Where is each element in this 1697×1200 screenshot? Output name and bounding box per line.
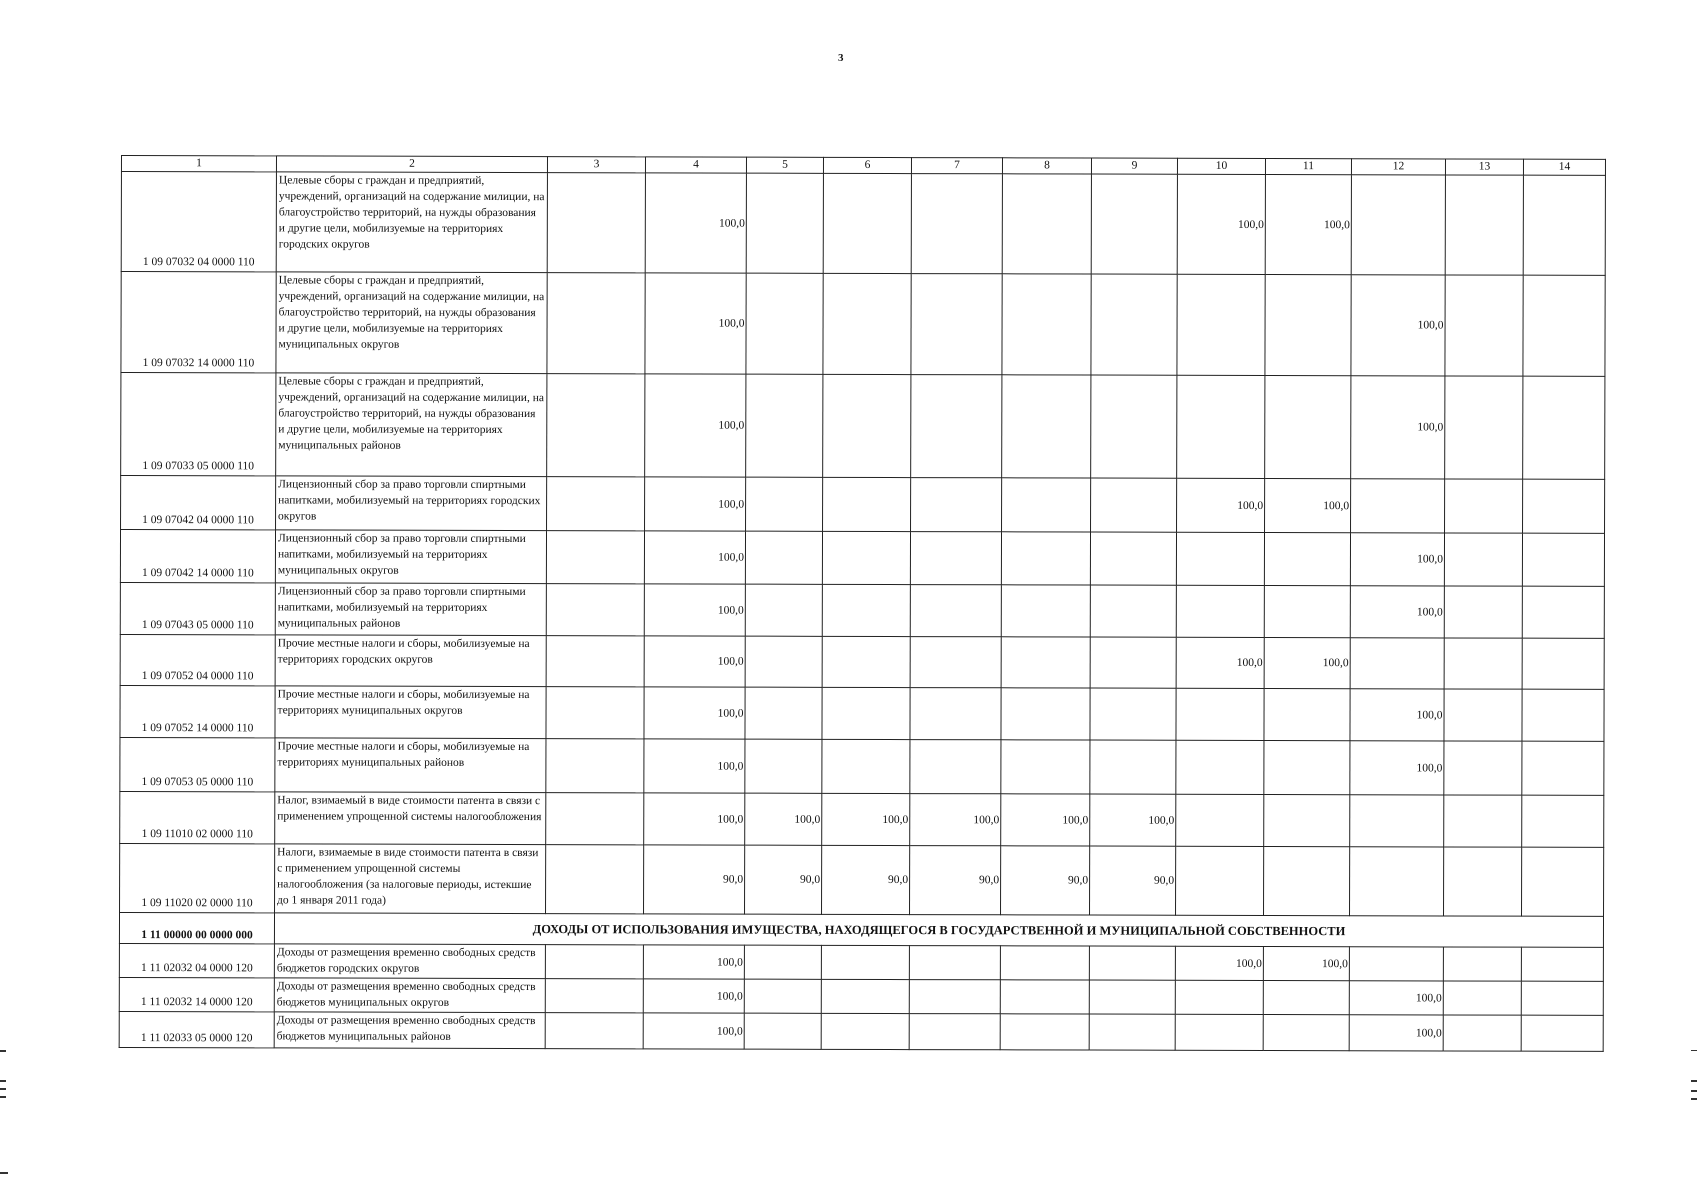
value-cell-col-3 <box>545 945 643 979</box>
value-cell-col-14 <box>1522 795 1604 847</box>
column-header: 3 <box>547 157 645 173</box>
value-cell-col-12: 100,0 <box>1351 275 1445 376</box>
value-cell-col-8 <box>1002 478 1091 532</box>
value-cell-col-12 <box>1350 795 1444 847</box>
value-cell-col-13 <box>1445 376 1523 479</box>
description-cell: Целевые сборы с граждан и предприятий, учреждений, организаций на содержание милиции, на благоустройство территорий, на нужды образования и другие цели, мобилизуемые на территориях муниципальных районов <box>276 373 547 477</box>
budget-code-cell: 1 09 07052 14 0000 110 <box>120 685 275 737</box>
value-cell-col-7 <box>911 478 1002 532</box>
value-cell-col-5 <box>745 636 822 687</box>
right-margin-mark <box>1691 1090 1697 1092</box>
value-cell-col-7 <box>910 688 1001 740</box>
table-row <box>120 685 1604 741</box>
value-cell-col-9 <box>1090 532 1176 585</box>
value-cell-col-9 <box>1089 980 1175 1014</box>
budget-code-cell: 1 11 02032 14 0000 120 <box>119 977 274 1011</box>
section-title: ДОХОДЫ ОТ ИСПОЛЬЗОВАНИЯ ИМУЩЕСТВА, НАХОДЯЩЕГОСЯ В ГОСУДАРСТВЕННОЙ И МУНИЦИПАЛЬНОЙ СОБСТВЕННОСТИ <box>274 913 1603 947</box>
value-cell-col-9: 90,0 <box>1090 846 1176 915</box>
value-cell-col-13 <box>1444 689 1522 741</box>
left-margin-mark <box>0 1050 6 1052</box>
budget-code-cell: 1 09 07053 05 0000 110 <box>120 737 275 791</box>
value-cell-col-13 <box>1444 533 1522 586</box>
budget-code-cell: 1 11 02032 04 0000 120 <box>119 943 274 977</box>
value-cell-col-3 <box>546 793 644 845</box>
description-cell: Прочие местные налоги и сборы, мобилизуемые на территориях муниципальных округов <box>275 686 546 739</box>
value-cell-col-3 <box>545 979 643 1013</box>
column-header: 10 <box>1177 158 1265 174</box>
value-cell-col-8 <box>1000 1014 1089 1050</box>
value-cell-col-4: 100,0 <box>643 979 744 1013</box>
value-cell-col-14 <box>1523 479 1605 533</box>
budget-code-cell: 1 09 11020 02 0000 110 <box>120 843 275 912</box>
budget-code-cell: 1 09 07052 04 0000 110 <box>120 634 275 685</box>
value-cell-col-7 <box>911 174 1002 274</box>
column-header: 11 <box>1265 158 1351 174</box>
value-cell-col-9 <box>1091 174 1177 274</box>
value-cell-col-13 <box>1443 1015 1521 1051</box>
value-cell-col-10: 100,0 <box>1175 946 1263 980</box>
value-cell-col-4: 90,0 <box>644 845 745 914</box>
value-cell-col-14 <box>1523 175 1605 275</box>
table-row <box>120 634 1604 689</box>
revenue-table-container <box>119 155 1605 1052</box>
left-margin-mark <box>0 1080 6 1082</box>
budget-code-cell: 1 11 02033 05 0000 120 <box>119 1011 274 1047</box>
value-cell-col-10 <box>1177 274 1265 375</box>
value-cell-col-13 <box>1444 795 1522 847</box>
description-cell: Налог, взимаемый в виде стоимости патента в связи с применением упрощенной системы налогообложения <box>275 792 546 845</box>
value-cell-col-13 <box>1443 981 1521 1015</box>
value-cell-col-7 <box>910 740 1001 794</box>
left-margin-mark <box>0 1096 6 1098</box>
value-cell-col-5 <box>744 1013 821 1049</box>
value-cell-col-7: 90,0 <box>910 846 1001 915</box>
value-cell-col-14 <box>1523 376 1605 479</box>
value-cell-col-12: 100,0 <box>1349 1015 1443 1051</box>
table-row <box>120 791 1604 847</box>
value-cell-col-13 <box>1445 175 1523 275</box>
value-cell-col-5: 100,0 <box>745 793 822 845</box>
value-cell-col-12: 100,0 <box>1349 981 1443 1015</box>
page-number: 3 <box>838 52 844 64</box>
value-cell-col-3 <box>546 636 644 687</box>
value-cell-col-10: 100,0 <box>1177 478 1265 532</box>
value-cell-col-13 <box>1444 638 1522 689</box>
column-header: 12 <box>1351 159 1445 175</box>
column-header: 8 <box>1002 158 1091 174</box>
value-cell-col-10 <box>1177 375 1265 478</box>
value-cell-col-10 <box>1176 688 1264 740</box>
value-cell-col-3 <box>547 477 645 531</box>
value-cell-col-5 <box>746 173 823 273</box>
description-cell: Целевые сборы с граждан и предприятий, учреждений, организаций на содержание милиции, на благоустройство территорий, на нужды образования и другие цели, мобилизуемые на территориях городских округов <box>276 172 547 273</box>
value-cell-col-4: 100,0 <box>643 1013 744 1049</box>
budget-code-cell: 1 09 07033 05 0000 110 <box>121 373 276 476</box>
value-cell-col-11: 100,0 <box>1265 174 1351 274</box>
left-margin-mark <box>0 1088 6 1090</box>
value-cell-col-3 <box>545 1013 643 1049</box>
section-code: 1 11 00000 00 0000 000 <box>119 912 274 943</box>
value-cell-col-3 <box>546 531 644 584</box>
value-cell-col-11 <box>1264 846 1350 915</box>
value-cell-col-12: 100,0 <box>1350 741 1444 795</box>
table-row <box>120 530 1604 587</box>
value-cell-col-6 <box>823 477 911 531</box>
column-header: 13 <box>1445 159 1523 175</box>
column-header: 9 <box>1091 158 1177 174</box>
value-cell-col-11: 100,0 <box>1263 946 1349 980</box>
value-cell-col-7 <box>909 946 1000 980</box>
column-header: 7 <box>911 158 1002 174</box>
value-cell-col-13 <box>1444 741 1522 795</box>
value-cell-col-4: 100,0 <box>644 739 745 793</box>
value-cell-col-4: 100,0 <box>644 687 745 739</box>
value-cell-col-3 <box>547 374 645 477</box>
description-cell: Лицензионный сбор за право торговли спиртными напитками, мобилизуемый на территориях муниципальных районов <box>275 583 546 636</box>
value-cell-col-10 <box>1176 740 1264 794</box>
value-cell-col-12 <box>1350 847 1444 916</box>
value-cell-col-14 <box>1521 947 1603 981</box>
value-cell-col-10 <box>1176 846 1264 915</box>
value-cell-col-3 <box>546 739 644 793</box>
value-cell-col-10 <box>1175 980 1263 1014</box>
right-margin-mark <box>1691 1050 1697 1051</box>
right-margin-mark <box>1691 1080 1697 1082</box>
value-cell-col-10 <box>1175 1014 1263 1050</box>
value-cell-col-5 <box>744 979 821 1013</box>
value-cell-col-3 <box>547 173 645 273</box>
value-cell-col-6 <box>822 636 910 687</box>
value-cell-col-9 <box>1089 946 1175 980</box>
value-cell-col-8: 100,0 <box>1001 794 1090 846</box>
section-row <box>119 912 1603 947</box>
table-row <box>119 1011 1603 1051</box>
value-cell-col-4: 100,0 <box>643 945 744 979</box>
value-cell-col-8 <box>1000 980 1089 1014</box>
value-cell-col-13 <box>1444 847 1522 916</box>
value-cell-col-14 <box>1522 586 1604 638</box>
table-row <box>119 943 1603 981</box>
value-cell-col-8 <box>1002 174 1091 274</box>
value-cell-col-14 <box>1522 847 1604 916</box>
left-margin-mark <box>0 1172 8 1174</box>
value-cell-col-9 <box>1089 1014 1175 1050</box>
value-cell-col-9: 100,0 <box>1090 794 1176 846</box>
value-cell-col-4: 100,0 <box>645 374 746 477</box>
budget-code-cell: 1 09 07042 14 0000 110 <box>120 530 275 583</box>
value-cell-col-3 <box>546 845 644 914</box>
value-cell-col-11 <box>1265 375 1351 478</box>
value-cell-col-11: 100,0 <box>1264 637 1350 688</box>
value-cell-col-4: 100,0 <box>645 173 746 273</box>
value-cell-col-4: 100,0 <box>645 273 746 374</box>
value-cell-col-8 <box>1001 637 1090 688</box>
value-cell-col-8 <box>1001 532 1090 585</box>
value-cell-col-8 <box>1001 740 1090 794</box>
value-cell-col-6 <box>822 739 910 793</box>
value-cell-col-8 <box>1002 375 1091 478</box>
value-cell-col-8 <box>1002 274 1091 375</box>
value-cell-col-6 <box>823 374 911 477</box>
value-cell-col-6 <box>822 687 910 739</box>
value-cell-col-6 <box>823 273 911 374</box>
value-cell-col-6: 100,0 <box>822 793 910 845</box>
description-cell: Доходы от размещения временно свободных средств бюджетов муниципальных округов <box>274 978 545 1013</box>
value-cell-col-12: 100,0 <box>1350 689 1444 741</box>
value-cell-col-11 <box>1264 532 1350 585</box>
value-cell-col-6: 90,0 <box>822 845 910 914</box>
value-cell-col-9 <box>1090 585 1176 637</box>
column-header: 6 <box>823 157 911 173</box>
column-header: 1 <box>121 156 276 172</box>
budget-code-cell: 1 09 07042 04 0000 110 <box>121 476 276 530</box>
value-cell-col-7: 100,0 <box>910 794 1001 846</box>
value-cell-col-11 <box>1263 1014 1349 1050</box>
column-header: 14 <box>1523 159 1605 175</box>
value-cell-col-5 <box>744 945 821 979</box>
value-cell-col-7 <box>911 274 1002 375</box>
value-cell-col-4: 100,0 <box>644 531 745 584</box>
value-cell-col-6 <box>821 1013 909 1049</box>
value-cell-col-12 <box>1350 638 1444 689</box>
value-cell-col-4: 100,0 <box>644 793 745 845</box>
value-cell-col-14 <box>1522 638 1604 689</box>
budget-code-cell: 1 09 11010 02 0000 110 <box>120 791 275 843</box>
value-cell-col-11 <box>1264 794 1350 846</box>
description-cell: Прочие местные налоги и сборы, мобилизуемые на территориях городских округов <box>275 635 546 687</box>
value-cell-col-12 <box>1349 947 1443 981</box>
value-cell-col-11 <box>1264 740 1350 794</box>
budget-code-cell: 1 09 07043 05 0000 110 <box>120 582 275 634</box>
value-cell-col-12 <box>1351 175 1445 275</box>
value-cell-col-14 <box>1521 1015 1603 1051</box>
value-cell-col-11 <box>1264 585 1350 637</box>
table-row <box>120 843 1604 916</box>
value-cell-col-6 <box>821 979 909 1013</box>
table-row <box>120 737 1604 795</box>
budget-code-cell: 1 09 07032 14 0000 110 <box>121 272 276 373</box>
value-cell-col-14 <box>1522 533 1604 586</box>
value-cell-col-3 <box>546 687 644 739</box>
value-cell-col-7 <box>909 980 1000 1014</box>
description-cell: Доходы от размещения временно свободных средств бюджетов городских округов <box>274 944 545 979</box>
column-header: 5 <box>746 157 823 173</box>
description-cell: Налоги, взимаемые в виде стоимости патента в связи с применением упрощенной системы налогообложения (за налоговые периоды, истекшие до 1 января 2011 года) <box>275 844 546 914</box>
value-cell-col-5 <box>746 477 823 531</box>
table-row <box>120 582 1604 638</box>
description-cell: Целевые сборы с граждан и предприятий, учреждений, организаций на содержание милиции, на благоустройство территорий, на нужды образования и другие цели, мобилизуемые на территориях муниципальных округов <box>276 272 547 374</box>
value-cell-col-11 <box>1265 274 1351 375</box>
value-cell-col-7 <box>911 375 1002 478</box>
value-cell-col-4: 100,0 <box>645 477 746 531</box>
value-cell-col-5 <box>745 739 822 793</box>
column-header: 4 <box>645 157 746 173</box>
value-cell-col-12: 100,0 <box>1350 586 1444 638</box>
value-cell-col-5 <box>745 531 822 584</box>
value-cell-col-14 <box>1522 689 1604 741</box>
value-cell-col-8 <box>1001 585 1090 637</box>
value-cell-col-4: 100,0 <box>644 584 745 636</box>
value-cell-col-10 <box>1176 794 1264 846</box>
value-cell-col-8 <box>1000 946 1089 980</box>
value-cell-col-10 <box>1176 585 1264 637</box>
value-cell-col-5 <box>746 374 823 477</box>
value-cell-col-3 <box>546 584 644 636</box>
description-cell: Прочие местные налоги и сборы, мобилизуемые на территориях муниципальных районов <box>275 738 546 793</box>
value-cell-col-9 <box>1090 740 1176 794</box>
value-cell-col-9 <box>1091 375 1177 478</box>
table-row <box>121 373 1605 480</box>
value-cell-col-11: 100,0 <box>1265 478 1351 532</box>
description-cell: Лицензионный сбор за право торговли спиртными напитками, мобилизуемый на территориях городских округов <box>276 476 547 531</box>
value-cell-col-9 <box>1091 274 1177 375</box>
value-cell-col-7 <box>910 637 1001 688</box>
value-cell-col-6 <box>822 584 910 636</box>
value-cell-col-8 <box>1001 688 1090 740</box>
value-cell-col-14 <box>1521 981 1603 1015</box>
right-margin-mark <box>1691 1098 1697 1100</box>
description-cell: Доходы от размещения временно свободных средств бюджетов муниципальных районов <box>274 1012 545 1049</box>
budget-code-cell: 1 09 07032 04 0000 110 <box>121 172 276 272</box>
column-header: 2 <box>276 156 547 173</box>
value-cell-col-13 <box>1443 947 1521 981</box>
value-cell-col-6 <box>823 173 911 273</box>
value-cell-col-8: 90,0 <box>1001 846 1090 915</box>
value-cell-col-13 <box>1445 275 1523 376</box>
table-body <box>119 156 1605 1052</box>
table-row <box>119 977 1603 1015</box>
table-row <box>121 172 1605 276</box>
value-cell-col-4: 100,0 <box>644 636 745 687</box>
value-cell-col-10: 100,0 <box>1176 637 1264 688</box>
table-row <box>121 272 1605 377</box>
value-cell-col-7 <box>910 532 1001 585</box>
value-cell-col-6 <box>822 531 910 584</box>
value-cell-col-10 <box>1176 532 1264 585</box>
value-cell-col-5 <box>745 584 822 636</box>
value-cell-col-9 <box>1091 478 1177 532</box>
value-cell-col-7 <box>909 1014 1000 1050</box>
table-row <box>121 476 1605 534</box>
value-cell-col-12 <box>1351 479 1445 533</box>
value-cell-col-13 <box>1444 586 1522 638</box>
description-cell: Лицензионный сбор за право торговли спиртными напитками, мобилизуемый на территориях муниципальных округов <box>275 530 546 584</box>
value-cell-col-5: 90,0 <box>745 845 822 914</box>
value-cell-col-5 <box>746 273 823 374</box>
value-cell-col-11 <box>1264 688 1350 740</box>
value-cell-col-12: 100,0 <box>1351 376 1445 479</box>
value-cell-col-9 <box>1090 688 1176 740</box>
value-cell-col-11 <box>1263 980 1349 1014</box>
value-cell-col-13 <box>1445 479 1523 533</box>
value-cell-col-10: 100,0 <box>1177 174 1265 274</box>
value-cell-col-5 <box>745 687 822 739</box>
revenue-table <box>119 155 1606 1052</box>
value-cell-col-3 <box>547 273 645 374</box>
value-cell-col-14 <box>1523 275 1605 376</box>
value-cell-col-12: 100,0 <box>1350 533 1444 586</box>
value-cell-col-7 <box>910 585 1001 637</box>
value-cell-col-14 <box>1522 741 1604 795</box>
value-cell-col-9 <box>1090 637 1176 688</box>
value-cell-col-6 <box>821 945 909 979</box>
